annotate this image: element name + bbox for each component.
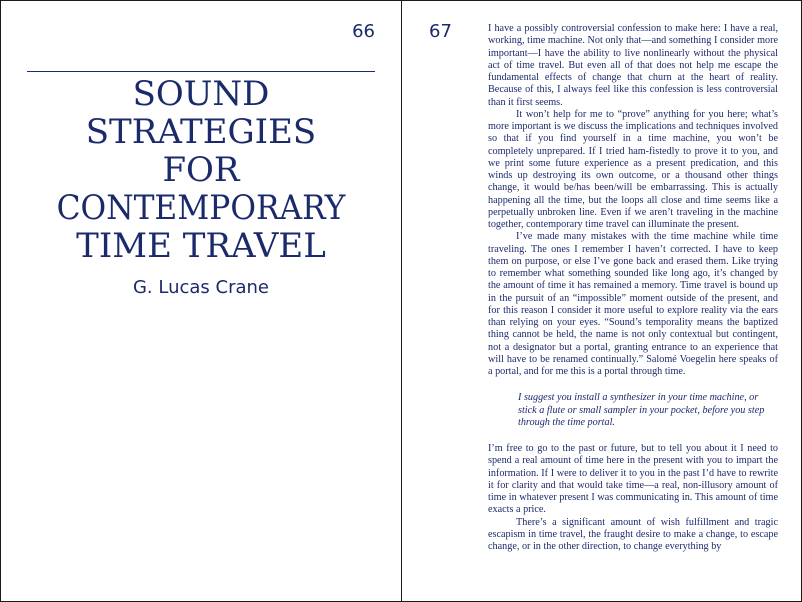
paragraph: I have a possibly controversial confession to make here: I have a real, working, time machine. Not only that—and something I consider more important—I have the ability to live nonlinearly without the physical act of time travel. But even all of that does not help me escape the fundamental effects of change that churn at the heart of reality. Because of this, I always feel like this confession is less controversial than it first seems. [488, 23, 778, 108]
block-quote: I suggest you install a synthesizer in your time machine, or stick a flute or small sampler in your pocket, before you step through the time portal. [518, 392, 765, 428]
title-line: FOR [162, 150, 240, 190]
title-line: SOUND [132, 74, 270, 114]
title-rule [27, 71, 375, 72]
title-line: TIME TRAVEL [76, 226, 326, 266]
title-line: STRATEGIES [85, 112, 317, 152]
paragraph: There’s a significant amount of wish fulfillment and tragic escapism in time travel, the fraught desire to make a change, to escape change, or in the other direction, to change everything by [488, 516, 778, 552]
left-page [1, 1, 401, 601]
paragraph: It won’t help for me to “prove” anything for you here; what’s more important is we discuss the implications and techniques involved so that if you find yourself in a time machine, you won’t be completely unprepared. If I tried ham-fistedly to prove it to you, and we print some future experience as a present predication, and this winds up destroying its own outcome, or a thousand other things change, it would be/has been/will be embarrassing. This is actually happening all the time, but the loops all close and time seems like a perpetually unbroken line. Even if we aren’t traveling in the machine together, contemporary time travel can illuminate the present. [488, 108, 778, 230]
chapter-title [27, 75, 375, 265]
title-line: CONTEMPORARY [56, 188, 346, 228]
page-number-right: 67 [429, 21, 452, 42]
paragraph: I’ve made many mistakes with the time machine while time traveling. The ones I remember I haven’t corrected. I have to keep them on purpose, or else I’ve gone back and erased them. Like trying to remember what something sounded like long ago, it’s changed by the amount of time it has remained a memory. Time travel is bound up in the pursuit of an “impossible” moment outside of the present, and for this reason I consider it more useful to explore reality via the ears than relying on your eyes. “Sound’s temporality means the baptized thing cannot be held, the name is not only contextual but contingent, not a designator but a portal, granting entrance to an experience that will have to be renamed continually.” Salomé Voegelin here speaks of a portal, and for me this is a portal through time. [488, 231, 778, 377]
page-number-left: 66 [352, 21, 375, 42]
author-name: G. Lucas Crane [132, 277, 270, 298]
paragraph: I’m free to go to the past or future, but to tell you about it I need to spend a real amount of time here in the present with you to impart the information. If I were to deliver it to you in the past I’d have to rewrite it for clarity and that would take time—a real, non-illusory amount of time in whatever present I was communicating in. This amount of time exacts a price. [488, 443, 778, 516]
body-text [488, 23, 778, 553]
right-page [402, 1, 801, 601]
